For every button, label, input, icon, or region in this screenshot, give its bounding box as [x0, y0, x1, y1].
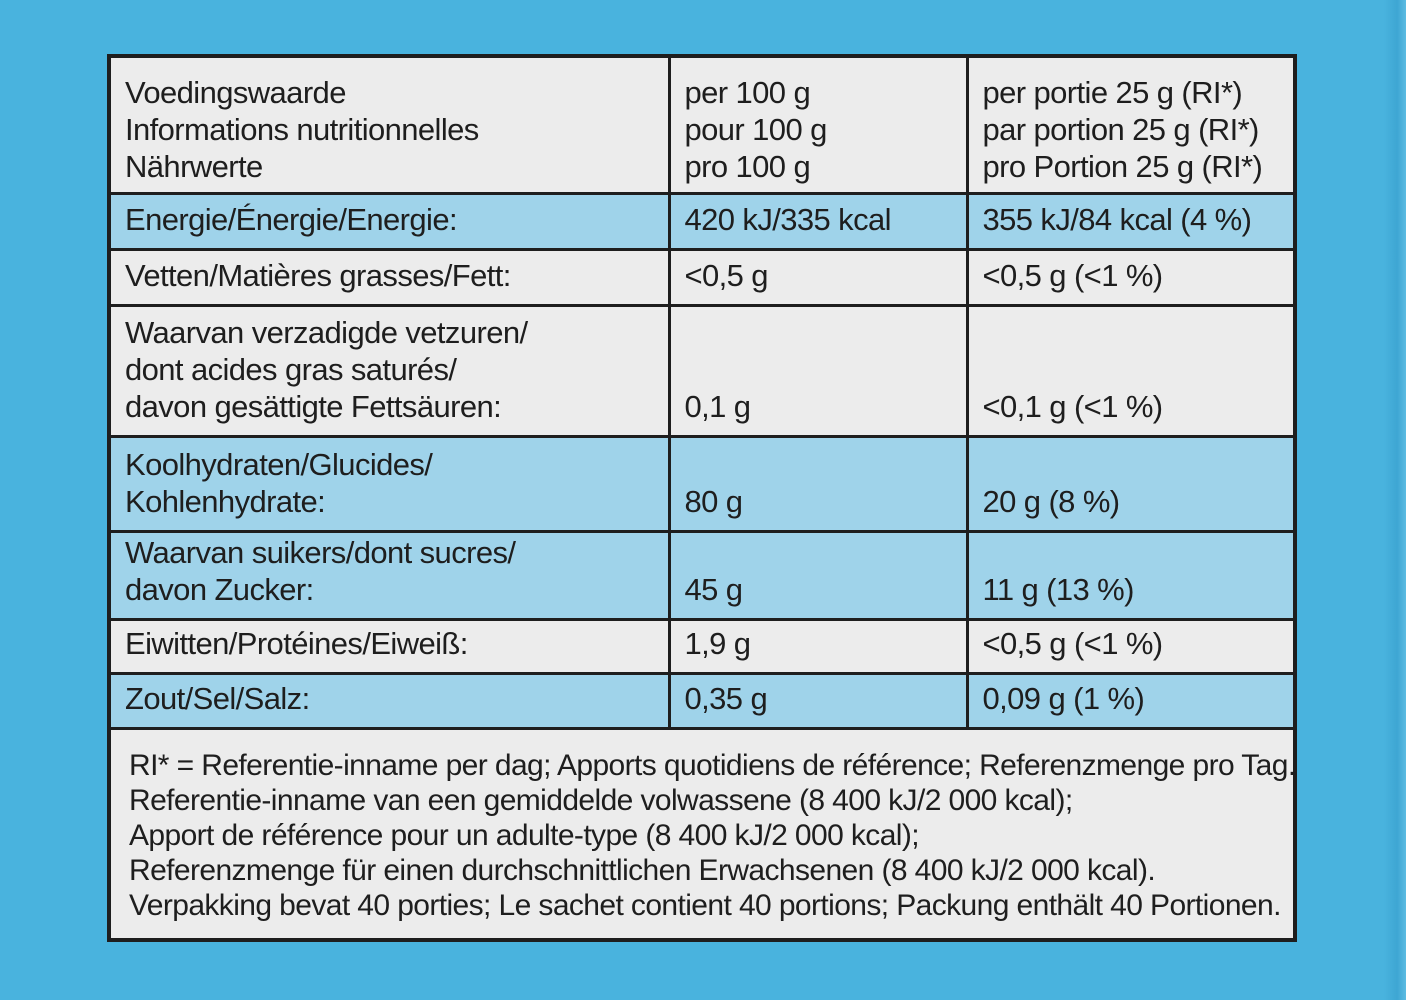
row-value-per-portion: <0,5 g (<1 %) — [967, 249, 1293, 305]
row-label: Waarvan suikers/dont sucres/ davon Zucker: — [111, 531, 669, 619]
table-row-salt — [111, 673, 1293, 728]
row-value-per-100g: 420 kJ/335 kcal — [669, 193, 967, 249]
row-label: Zout/Sel/Salz: — [111, 673, 669, 728]
row-value-per-portion: 0,09 g (1 %) — [967, 673, 1293, 728]
header-per-portion: per portie 25 g (RI*) par portion 25 g (RI*) pro Portion 25 g (RI*) — [967, 58, 1293, 193]
row-value-per-100g: 1,9 g — [669, 619, 967, 673]
nutrition-panel — [107, 54, 1297, 942]
footnote — [111, 730, 1296, 923]
package-edge — [1384, 0, 1406, 1000]
row-value-per-portion: 355 kJ/84 kcal (4 %) — [967, 193, 1293, 249]
row-label: Energie/Énergie/Energie: — [111, 193, 669, 249]
table-row-energy — [111, 193, 1293, 249]
row-label: Koolhydraten/Glucides/ Kohlenhydrate: — [111, 436, 669, 531]
footnote-line: Apport de référence pour un adulte-type (8 400 kJ/2 000 kcal); — [129, 818, 919, 852]
table-row-fat — [111, 249, 1293, 305]
table-row-carbohydrates — [111, 436, 1293, 531]
row-value-per-portion: <0,5 g (<1 %) — [967, 619, 1293, 673]
row-value-per-portion: 11 g (13 %) — [967, 531, 1293, 619]
row-label: Eiwitten/Protéines/Eiweiß: — [111, 619, 669, 673]
nutrition-table — [111, 58, 1293, 730]
row-value-per-portion: <0,1 g (<1 %) — [967, 305, 1293, 436]
row-label: Waarvan verzadigde vetzuren/ dont acides gras saturés/ davon gesättigte Fettsäuren: — [111, 305, 669, 436]
row-value-per-portion: 20 g (8 %) — [967, 436, 1293, 531]
row-label: Vetten/Matières grasses/Fett: — [111, 249, 669, 305]
table-row-sugars — [111, 531, 1293, 619]
table-row-saturated-fat — [111, 305, 1293, 436]
footnote-line: Referenzmenge für einen durchschnittlichen Erwachsenen (8 400 kJ/2 000 kcal). — [129, 853, 1156, 887]
footnote-line: RI* = Referentie-inname per dag; Apports quotidiens de référence; Referenzmenge pro Tag. — [129, 748, 1296, 782]
table-header-row — [111, 58, 1293, 193]
row-value-per-100g: 45 g — [669, 531, 967, 619]
table-row-protein — [111, 619, 1293, 673]
row-value-per-100g: 80 g — [669, 436, 967, 531]
row-value-per-100g: 0,1 g — [669, 305, 967, 436]
footnote-line: Verpakking bevat 40 porties; Le sachet contient 40 portions; Packung enthält 40 Portionen. — [129, 888, 1281, 922]
header-nutrient-label: Voedingswaarde Informations nutritionnelles Nährwerte — [111, 58, 669, 193]
row-value-per-100g: <0,5 g — [669, 249, 967, 305]
footnote-line: Referentie-inname van een gemiddelde volwassene (8 400 kJ/2 000 kcal); — [129, 783, 1073, 817]
header-per-100g: per 100 g pour 100 g pro 100 g — [669, 58, 967, 193]
row-value-per-100g: 0,35 g — [669, 673, 967, 728]
